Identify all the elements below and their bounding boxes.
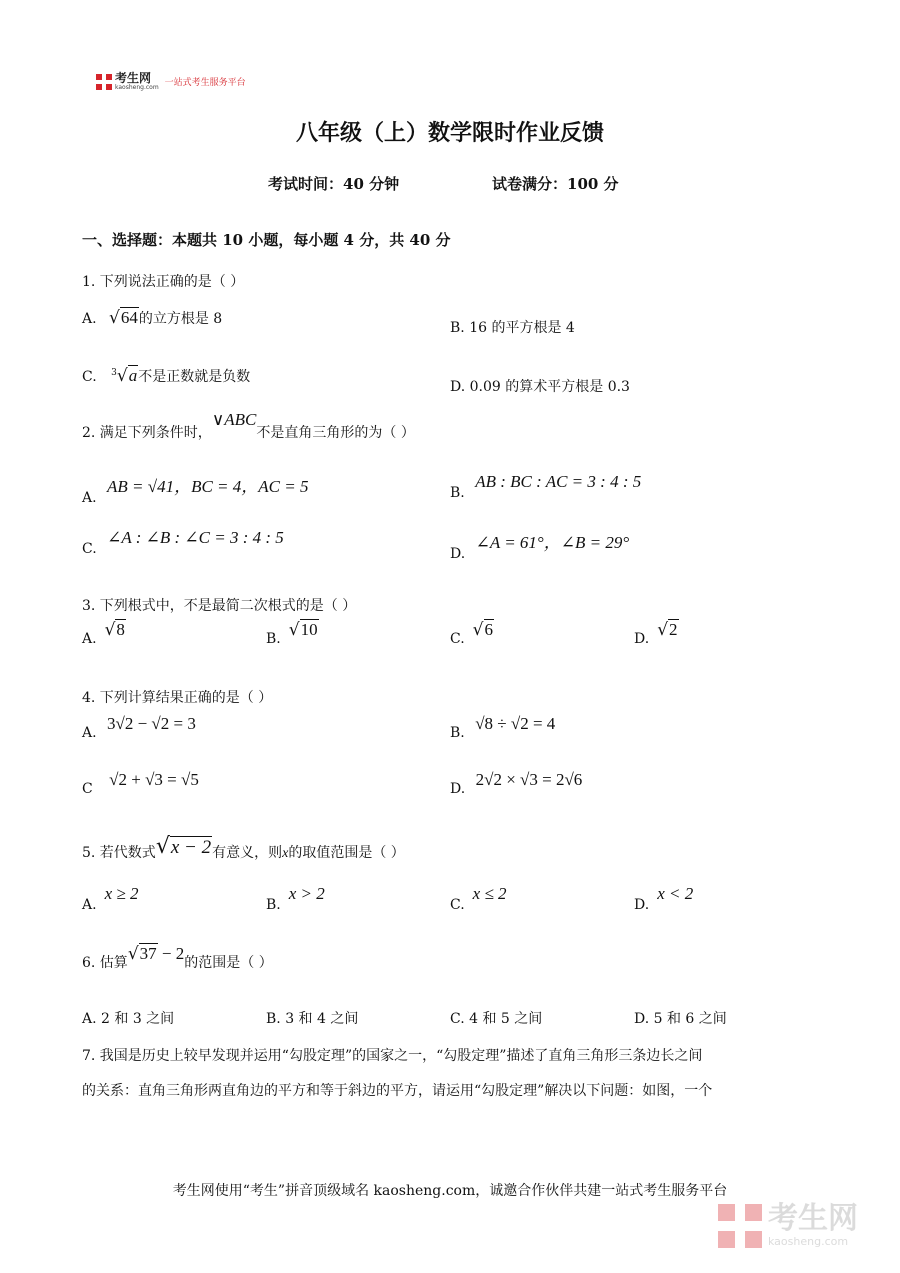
- q5-option-a: [82, 884, 139, 914]
- option-math: x > 2: [288, 884, 325, 903]
- full-score: 试卷满分：100 分: [492, 175, 619, 193]
- header-logo: [96, 72, 246, 91]
- q3-stem: 3. 下列根式中，不是最简二次根式的是（ ）: [82, 598, 357, 614]
- q3-option-a: A. √8: [82, 620, 125, 647]
- watermark-domain: kaosheng.com: [768, 1235, 849, 1248]
- option-text: 不是正数就是负数: [138, 369, 251, 385]
- option-math: AB : BC : AC = 3 : 4 : 5: [475, 472, 642, 491]
- stem-text: 6. 估算: [82, 955, 128, 971]
- q5-option-b: [266, 884, 325, 914]
- q5-option-d: [634, 884, 694, 914]
- q2-option-b: [450, 472, 642, 502]
- q2-option-a: [82, 477, 309, 507]
- page-title: 八年级（上）数学限时作业反馈: [295, 120, 604, 146]
- option-label: A.: [82, 897, 97, 913]
- logo-name: 考生网: [115, 71, 152, 85]
- option-label: C.: [82, 541, 97, 557]
- q1-option-b: B. 16 的平方根是 4: [450, 320, 575, 336]
- radicand: 10: [300, 620, 318, 639]
- q2-stem: [82, 410, 415, 442]
- q2-option-d: [450, 533, 630, 563]
- q4-option-a: [82, 714, 196, 742]
- stem-text: 5. 若代数式: [82, 845, 156, 861]
- q1-option-c: C. $^3$√a不是正数就是负数: [82, 366, 251, 386]
- root-index: 3: [111, 368, 117, 379]
- q6-option-d: D. 5 和 6 之间: [634, 1011, 727, 1027]
- option-label: B.: [450, 725, 465, 741]
- option-label: C.: [82, 369, 97, 385]
- option-math: 2√2 × √3 = 2√6: [475, 770, 583, 789]
- radicand: 2: [669, 620, 678, 639]
- q5-stem: 5. 若代数式√x − 2有意义，则x的取值范围是（ ）: [82, 834, 405, 861]
- q3-option-d: D. √2: [634, 620, 678, 647]
- q2-option-c: [82, 528, 284, 558]
- radicand: x − 2: [170, 837, 212, 858]
- option-label: C.: [450, 631, 465, 647]
- watermark-logo-icon: [718, 1204, 762, 1248]
- option-label: D.: [450, 781, 466, 797]
- variable-x: x: [282, 846, 289, 861]
- triangle-abc: ∨ABC: [211, 410, 257, 429]
- option-label: B.: [266, 631, 281, 647]
- watermark: [718, 1203, 858, 1248]
- option-label: C.: [450, 897, 465, 913]
- option-label: A.: [82, 631, 97, 647]
- option-math: √2 + √3 = √5: [109, 770, 199, 789]
- option-math: x ≥ 2: [104, 884, 139, 903]
- q4-option-d: [450, 770, 583, 798]
- logo-slogan: 一站式考生服务平台: [164, 78, 246, 88]
- option-label: C: [82, 781, 93, 797]
- q1-stem: 1. 下列说法正确的是（ ）: [82, 274, 245, 290]
- option-label: A.: [82, 725, 97, 741]
- logo-icon: [96, 74, 112, 90]
- stem-text: 的范围是（ ）: [184, 955, 273, 971]
- stem-text: 不是直角三角形的为（ ）: [256, 425, 415, 441]
- stem-text: 的取值范围是（ ）: [288, 845, 405, 861]
- option-math: 3√2 − √2 = 3: [107, 714, 196, 733]
- option-label: D.: [634, 631, 650, 647]
- radicand: 37: [139, 944, 157, 963]
- q6-option-c: C. 4 和 5 之间: [450, 1011, 543, 1027]
- q3-option-c: C. √6: [450, 620, 494, 647]
- option-math: x < 2: [657, 884, 694, 903]
- q1-option-d: D. 0.09 的算术平方根是 0.3: [450, 379, 630, 395]
- q1-option-a: A. √64的立方根是 8: [82, 308, 223, 328]
- stem-text: 有意义，则: [212, 845, 283, 861]
- option-math: x ≤ 2: [472, 884, 507, 903]
- q4-option-c: [82, 770, 199, 798]
- radicand: 6: [484, 620, 494, 639]
- section-heading: 一、选择题：本题共 10 小题，每小题 4 分，共 40 分: [82, 231, 451, 249]
- option-math: ∠A : ∠B : ∠C = 3 : 4 : 5: [107, 528, 284, 547]
- exam-time: 考试时间：40 分钟: [268, 175, 400, 193]
- minus-two: − 2: [157, 944, 185, 963]
- option-label: D.: [450, 546, 466, 562]
- logo-domain: kaosheng.com: [115, 84, 159, 91]
- option-label: B.: [450, 485, 465, 501]
- page-footer: 考生网使用“考生”拼音顶级域名 kaosheng.com，诚邀合作伙伴共建一站式考生服务平台: [172, 1183, 728, 1199]
- option-label: A.: [82, 490, 97, 506]
- option-text: 的立方根是 8: [138, 311, 223, 327]
- q7-line-1: 7. 我国是历史上较早发现并运用“勾股定理”的国家之一，“勾股定理”描述了直角三角形三条边长之间: [82, 1048, 703, 1064]
- q3-option-b: B. √10: [266, 620, 318, 647]
- option-math: √8 ÷ √2 = 4: [475, 714, 556, 733]
- q6-stem: 6. 估算√37 − 2的范围是（ ）: [82, 944, 273, 971]
- option-math: AB = √41，BC = 4，AC = 5: [107, 477, 309, 496]
- stem-text: 2. 满足下列条件时，: [82, 425, 212, 441]
- q7-line-2: 的关系：直角三角形两直角边的平方和等于斜边的平方，请运用“勾股定理”解决以下问题：如图，一个: [82, 1083, 713, 1099]
- option-label: B.: [266, 897, 281, 913]
- q4-stem: 4. 下列计算结果正确的是（ ）: [82, 690, 273, 706]
- watermark-name: 考生网: [768, 1201, 858, 1236]
- q6-option-b: B. 3 和 4 之间: [266, 1011, 359, 1027]
- q4-option-b: [450, 714, 556, 742]
- radicand: a: [128, 366, 138, 385]
- q6-option-a: A. 2 和 3 之间: [82, 1011, 175, 1027]
- option-math: ∠A = 61°，∠B = 29°: [475, 533, 630, 552]
- q5-option-c: [450, 884, 507, 914]
- option-label: D.: [634, 897, 650, 913]
- radicand: 8: [116, 620, 125, 639]
- radicand: 64: [120, 308, 138, 327]
- option-label: A.: [82, 311, 97, 327]
